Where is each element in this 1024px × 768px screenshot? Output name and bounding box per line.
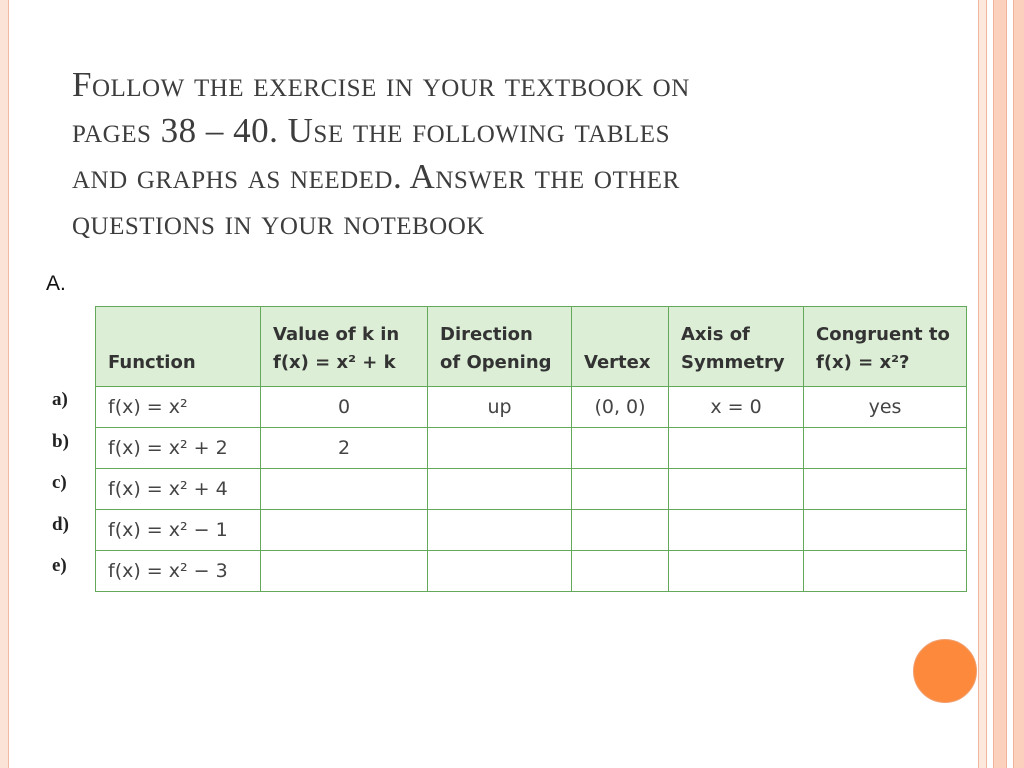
axis-cell	[669, 551, 804, 592]
vertex-cell	[572, 469, 669, 510]
slide-frame-right	[978, 0, 1024, 768]
table-row	[96, 510, 967, 551]
axis-cell	[669, 469, 804, 510]
vertex-cell	[572, 510, 669, 551]
congruent-cell	[804, 428, 967, 469]
function-cell: f(x) = x² − 1	[96, 510, 261, 551]
title-line-3: and graphs as needed. Answer the other	[72, 157, 680, 196]
direction-cell	[428, 510, 572, 551]
function-cell: f(x) = x² − 3	[96, 551, 261, 592]
k-cell: 0	[261, 387, 428, 428]
row-letters	[52, 379, 94, 587]
function-table	[95, 306, 967, 592]
title-line-2: pages 38 – 40. Use the following tables	[72, 111, 670, 150]
k-cell	[261, 469, 428, 510]
congruent-cell	[804, 551, 967, 592]
header-function: Function	[96, 307, 261, 387]
title-line-1: Follow the exercise in your textbook on	[72, 65, 690, 104]
header-congruent: Congruent to f(x) = x²?	[804, 307, 967, 387]
orange-circle-decoration	[913, 639, 977, 703]
title-line-4: questions in your notebook	[72, 203, 485, 242]
row-letter-b: b)	[52, 430, 69, 452]
axis-cell	[669, 428, 804, 469]
congruent-cell	[804, 510, 967, 551]
row-letter-c: c)	[52, 472, 67, 493]
direction-cell	[428, 469, 572, 510]
table-panel	[44, 305, 968, 593]
table-row	[96, 428, 967, 469]
function-cell: f(x) = x² + 4	[96, 469, 261, 510]
k-cell	[261, 551, 428, 592]
row-letter-d: d)	[52, 513, 69, 535]
header-axis: Axis of Symmetry	[669, 307, 804, 387]
axis-cell: x = 0	[669, 387, 804, 428]
row-letter-e: e)	[52, 555, 67, 576]
function-cell: f(x) = x² + 2	[96, 428, 261, 469]
direction-cell	[428, 428, 572, 469]
header-vertex: Vertex	[572, 307, 669, 387]
section-label: A.	[46, 272, 66, 295]
slide-title	[72, 62, 912, 246]
header-value-of-k: Value of k in f(x) = x² + k	[261, 307, 428, 387]
table-row	[96, 387, 967, 428]
direction-cell	[428, 551, 572, 592]
vertex-cell	[572, 551, 669, 592]
table-header-row	[96, 307, 967, 387]
header-direction: Direction of Opening	[428, 307, 572, 387]
axis-cell	[669, 510, 804, 551]
table-row	[96, 469, 967, 510]
k-cell: 2	[261, 428, 428, 469]
congruent-cell: yes	[804, 387, 967, 428]
direction-cell: up	[428, 387, 572, 428]
vertex-cell	[572, 428, 669, 469]
row-letter-a: a)	[52, 389, 68, 410]
vertex-cell: (0, 0)	[572, 387, 669, 428]
function-cell: f(x) = x²	[96, 387, 261, 428]
k-cell	[261, 510, 428, 551]
slide-frame-left	[0, 0, 9, 768]
table-row	[96, 551, 967, 592]
congruent-cell	[804, 469, 967, 510]
